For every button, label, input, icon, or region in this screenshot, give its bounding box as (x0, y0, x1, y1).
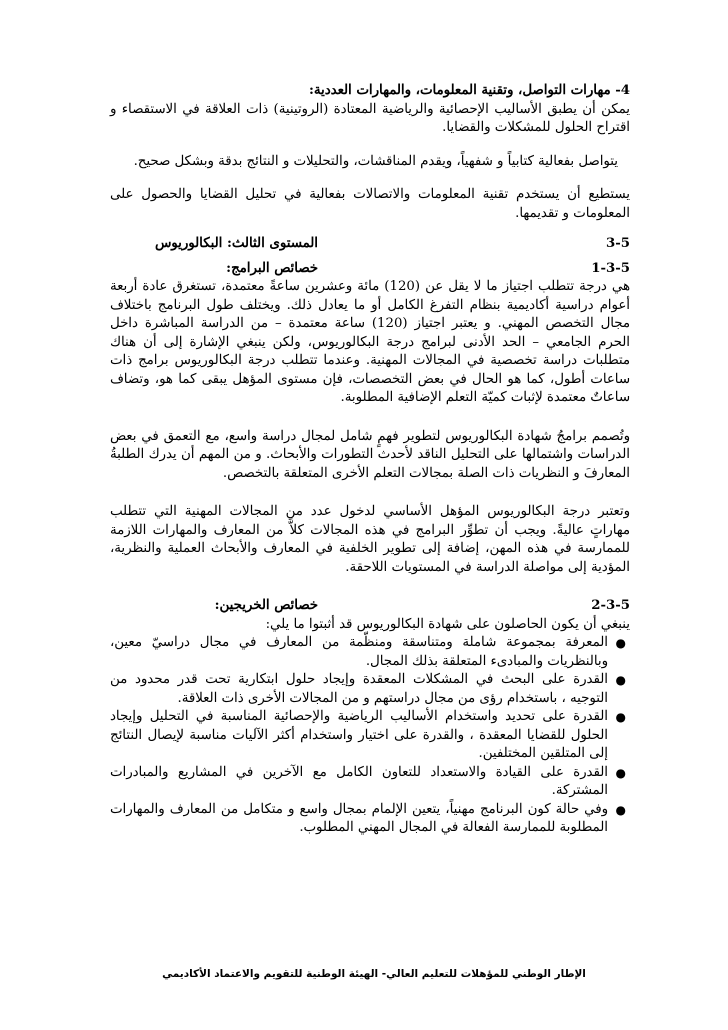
graduates-intro: ينبغي أن يكون الحاصلون على شهادة البكالوريوس قد أثبتوا ما يلي: (265, 616, 630, 632)
list-item (110, 764, 626, 801)
list-item (110, 801, 626, 838)
programs-number: 1-3-5 (591, 260, 630, 276)
bullet-icon: ● (615, 802, 626, 817)
graduates-title: خصائص الخريجين: (214, 598, 318, 613)
bullet-icon: ● (615, 636, 626, 650)
bullet-text: القدرة على القيادة والاستعداد للتعاون الكامل مع الآخرين في المشاريع والمبادرات المشتركة. (110, 764, 608, 798)
graduates-heading (110, 597, 630, 616)
programs-paragraph-3: وتعتبر درجة البكالوريوس المؤهل الأساسي لدخول عدد من المجالات المهنية التي تتطلب مهاراتٍ عاليةً. ويجب أن تطوِّر البرامج في هذه المجالات كلاًّ من المعارف والمهارات اللازمة للممارسة في هذه المهن، إضافة إلى تطوير الخلفية في المعارف والأبحاث العملية والنظرية، المؤدية إلى مواصلة الدراسة في المستويات اللاحقة. (110, 504, 630, 575)
bullet-icon: ● (615, 710, 626, 724)
programs-paragraph-2: وتُصمم برامجُ شهادة البكالوريوس لتطوير فهمٍ شامل لمجال دراسة واسع، مع التعمق في بعض الدراسات واشتمالها على التحليل الناقد لأحدث التطورات والأبحاث. و من المهم أن يدرك الطلبةُ المعارفَ و النظريات ذات الصلة بمجالات التعلم الأخرى المتعلقة بالتخصص. (110, 428, 630, 481)
bullet-text: المعرفة بمجموعة شاملة ومتناسقة ومنظّمة من المعارف في مجال دراسيّ معين، وبالنظريات والمبادىء المتعلقة بذلك المجال. (110, 635, 608, 669)
graduates-bullet-list (110, 634, 630, 838)
programs-title: خصائص البرامج: (226, 260, 318, 276)
level3-title: المستوى الثالث: البكالوريوس (155, 236, 318, 251)
document-body (110, 82, 630, 838)
page-footer: الإطار الوطني للمؤهلات للتعليم العالي- الهيئة الوطنية للتقويم والاعتماد الأكاديمي (162, 968, 586, 980)
level3-heading (110, 235, 630, 254)
bullet-icon: ● (615, 765, 626, 780)
list-item (110, 634, 626, 671)
level3-number: 3-5 (605, 236, 630, 251)
section4-paragraph-2: يتواصل بفعالية كتابياً و شفهياً، ويقدم المناقشات، والتحليلات و النتائج بدقة وبشكل صحيح. (133, 153, 618, 169)
bullet-icon: ● (615, 673, 626, 687)
section4-heading: 4- مهارات التواصل، وتقنية المعلومات، والمهارات العددية: (308, 83, 630, 98)
bullet-text: القدرة على البحث في المشكلات المعقدة وإيجاد حلول ابتكارية تحت قدر محدود من التوجيه ، باستخدام رؤى من مجال دراستهم و من المجالات الأخرى ذات العلاقة. (110, 672, 608, 706)
section4-paragraph-1: يمكن أن يطبق الأساليب الإحصائية والرياضية المعتادة (الروتينية) ذات العلاقة في الاستقصاء و اقتراح الحلول للمشكلات والقضايا. (110, 101, 630, 135)
bullet-text: وفي حالة كون البرنامج مهنياً، يتعين الإلمام بمجال واسع و متكامل من المعارف والمهارات المطلوبة للممارسة الفعالة في المجال المهني المطلوب. (110, 801, 608, 835)
programs-heading (110, 260, 630, 279)
bullet-text: القدرة على تحديد واستخدام الأساليب الرياضية والإحصائية المناسبة في التحليل وإيجاد الحلول للقضايا المعقدة ، والقدرة على اختيار واستخدام أكثر الآليات مناسبة لإيصال النتائج إلى المتلقين المختلفين. (110, 709, 608, 761)
graduates-number: 2-3-5 (591, 598, 630, 613)
section4-paragraph-3: يستطيع أن يستخدم تقنية المعلومات والاتصالات بفعالية في تحليل القضايا والحصول على المعلومات و تقديمها. (110, 187, 630, 221)
footer-divider (110, 958, 630, 959)
list-item (110, 671, 626, 708)
list-item (110, 708, 626, 764)
programs-paragraph-1: هي درجة تتطلب اجتياز ما لا يقل عن (120) مائة وعشرين ساعةً معتمدة، تستغرق عادة أربعة أعوام دراسية أكاديمية بنظام التفرغ الكامل أو ما يعادل ذلك. ويختلف طول البرنامج باختلاف مجال التخصص المهني. و يعتبر اجتياز (120) ساعة معتمدة – من الدراسة المباشرة داخل الحرم الجامعي – الحد الأدنى لبرامج درجة البكالوريوس، ولكن ينبغي الإشارة إلى أن هناك متطلبات دراسة تخصصية في المجالات المهنية. وعندما تتطلب درجة البكالوريوس برامج ذات ساعات أطول، كما هو الحال في بعض التخصصات، فإن مستوى المؤهل يبقى كما هو، وتضاف ساعاتٌ معتمدة لإثبات كميّة التعلم الإضافية المطلوبة. (110, 279, 630, 405)
